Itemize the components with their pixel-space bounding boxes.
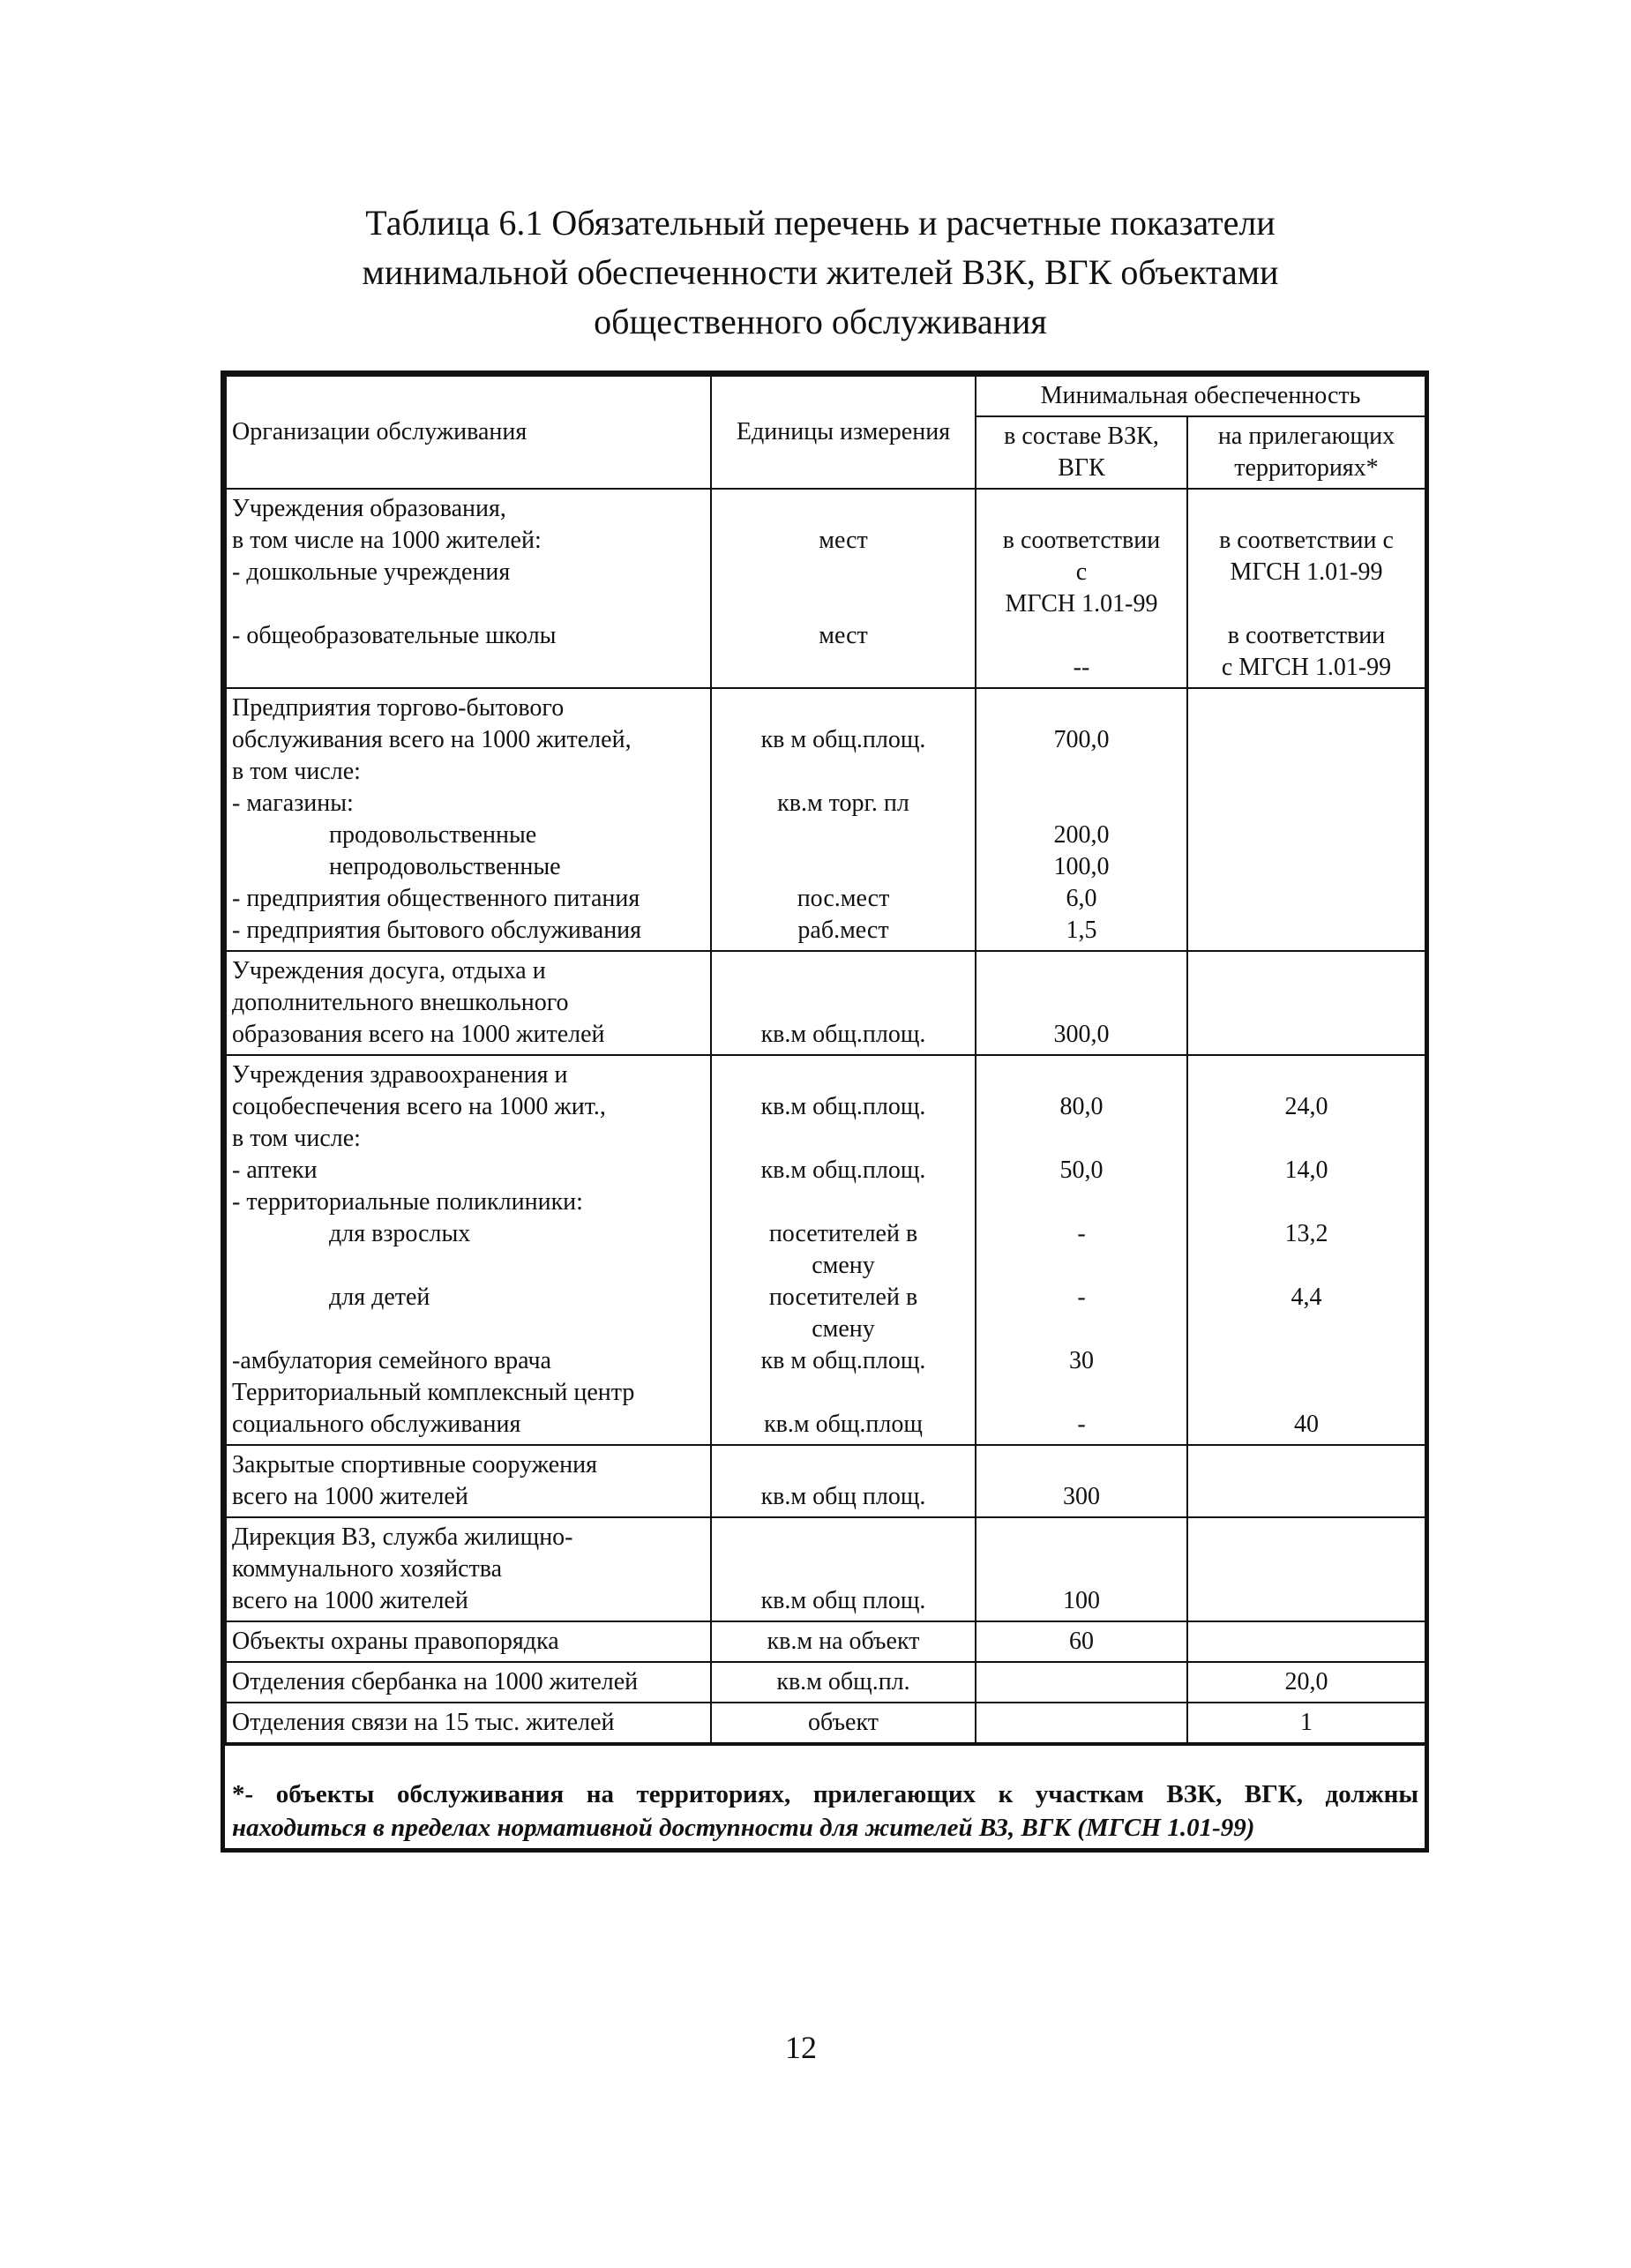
org-line: - магазины: (232, 790, 354, 817)
org-line: для детей (329, 1284, 430, 1311)
table-row (226, 489, 1425, 688)
cell-in-vzk-line (982, 1449, 1181, 1481)
cell-units-line: посетителей в (768, 1284, 918, 1311)
org-line: образования всего на 1000 жителей (232, 1021, 605, 1048)
cell-adjacent-line (1193, 788, 1419, 820)
table-row (226, 1445, 1425, 1517)
cell-units-line (717, 557, 969, 588)
cell-adjacent-line (1193, 1522, 1419, 1553)
org-line: непродовольственные (329, 853, 561, 880)
cell-units-line (717, 955, 969, 987)
cell-org (226, 1055, 711, 1445)
cell-adjacent-line (1193, 915, 1419, 947)
cell-adjacent-line (1193, 1059, 1419, 1091)
cell-in-vzk (976, 489, 1187, 688)
cell-units-line (717, 588, 969, 620)
header-org: Организации обслуживания (226, 376, 711, 489)
cell-units-line (717, 756, 969, 788)
header-min-provision: Минимальная обеспеченность (976, 376, 1425, 416)
cell-in-vzk-line: - (1077, 1220, 1086, 1247)
cell-in-vzk-line (982, 1522, 1181, 1553)
header-units: Единицы измерения (711, 376, 976, 489)
table-footnote (232, 1778, 1418, 1845)
cell-in-vzk (976, 1517, 1187, 1621)
org-line: соцобеспечения всего на 1000 жит., (232, 1093, 606, 1120)
cell-org (226, 688, 711, 951)
table-row (226, 1621, 1425, 1662)
cell-in-vzk-line: 6,0 (1066, 885, 1097, 912)
cell-units-line: пос.мест (797, 885, 890, 912)
org-line: - дошкольные учреждения (232, 558, 511, 586)
cell-in-vzk (976, 1621, 1187, 1662)
table-body (226, 489, 1425, 1744)
org-line (232, 588, 705, 620)
page-number: 12 (785, 2030, 817, 2065)
cell-units (711, 1445, 976, 1517)
org-line: Предприятия торгово-бытового (232, 694, 565, 722)
cell-units-line (717, 820, 969, 851)
cell-adjacent-line (1193, 692, 1419, 724)
table-row (226, 1662, 1425, 1703)
cell-units (711, 1703, 976, 1744)
cell-org (226, 1703, 711, 1744)
cell-adjacent-line (1193, 493, 1419, 525)
org-line: - предприятия общественного питания (232, 885, 640, 912)
cell-units (711, 1621, 976, 1662)
org-line: - общеобразовательные школы (232, 622, 557, 649)
cell-in-vzk-line (982, 1666, 1181, 1698)
table-caption (265, 198, 1376, 347)
org-line: Отделения связи на 15 тыс. жителей (232, 1709, 615, 1736)
org-line: в том числе на 1000 жителей: (232, 527, 542, 554)
cell-units-line: кв.м общ.площ. (760, 1156, 926, 1184)
cell-adjacent-line: 40 (1294, 1411, 1319, 1438)
cell-adjacent-line: в соответствии с (1219, 527, 1394, 554)
cell-units-line: смену (812, 1252, 875, 1279)
cell-units-line (717, 851, 969, 883)
cell-in-vzk-line: 300,0 (1053, 1021, 1110, 1048)
cell-in-vzk-line (982, 987, 1181, 1019)
cell-adjacent-line (1193, 955, 1419, 987)
cell-in-vzk-line: 1,5 (1066, 917, 1097, 944)
cell-units-line: кв.м на объект (767, 1628, 920, 1655)
org-line: - территориальные поликлиники: (232, 1188, 583, 1216)
cell-units-line (717, 1186, 969, 1218)
cell-org (226, 951, 711, 1055)
cell-adjacent-line (1193, 724, 1419, 756)
cell-adjacent (1187, 489, 1425, 688)
cell-in-vzk-line: 80,0 (1059, 1093, 1104, 1120)
cell-in-vzk-line: 300 (1063, 1483, 1100, 1510)
cell-units-line: кв.м общ площ. (760, 1483, 926, 1510)
cell-units-line: кв.м общ.площ. (760, 1021, 926, 1048)
cell-units-line (717, 1123, 969, 1155)
org-line: обслуживания всего на 1000 жителей, (232, 726, 632, 753)
cell-in-vzk-line (982, 1186, 1181, 1218)
table-row (226, 1517, 1425, 1621)
cell-adjacent-line (1193, 1626, 1419, 1658)
cell-units (711, 688, 976, 951)
header-adjacent: на прилегающих территориях* (1187, 416, 1425, 489)
org-line: Объекты охраны правопорядка (232, 1628, 559, 1655)
cell-units-line: кв м общ.площ. (760, 726, 926, 753)
cell-in-vzk-line (982, 955, 1181, 987)
cell-in-vzk-line: 700,0 (1053, 726, 1110, 753)
org-line (232, 1250, 705, 1282)
cell-org (226, 489, 711, 688)
org-line: в том числе: (232, 758, 361, 785)
cell-in-vzk (976, 1445, 1187, 1517)
cell-units-line: мест (819, 527, 868, 554)
cell-adjacent-line: 24,0 (1284, 1093, 1328, 1120)
cell-in-vzk-line: 100,0 (1053, 853, 1110, 880)
org-line: - предприятия бытового обслуживания (232, 917, 642, 944)
cell-units (711, 489, 976, 688)
cell-in-vzk-line (982, 1314, 1181, 1345)
cell-adjacent-line: 4,4 (1291, 1284, 1322, 1311)
cell-units-line (717, 1553, 969, 1585)
footnote-line-1: *- объекты обслуживания на территориях, прилегающих к участкам ВЗК, ВГК, должны (232, 1780, 1418, 1808)
cell-units (711, 1055, 976, 1445)
cell-in-vzk-line: 100 (1063, 1587, 1100, 1614)
org-line: всего на 1000 жителей (232, 1587, 468, 1614)
cell-adjacent (1187, 1517, 1425, 1621)
cell-units-line: кв.м торг. пл (777, 790, 909, 817)
cell-units-line: кв м общ.площ. (760, 1347, 926, 1374)
cell-in-vzk (976, 1662, 1187, 1703)
org-line: Учреждения досуга, отдыха и (232, 957, 546, 984)
cell-in-vzk-line (982, 493, 1181, 525)
cell-adjacent-line (1193, 756, 1419, 788)
cell-adjacent-line (1193, 1186, 1419, 1218)
cell-in-vzk-line: с (1075, 558, 1088, 586)
org-line (232, 1314, 705, 1345)
caption-line-3: общественного обслуживания (594, 302, 1047, 341)
cell-adjacent-line: 1 (1300, 1709, 1313, 1736)
org-line: - аптеки (232, 1156, 318, 1184)
table-row (226, 1055, 1425, 1445)
cell-adjacent (1187, 1445, 1425, 1517)
cell-in-vzk (976, 951, 1187, 1055)
cell-adjacent-line: в соответствии (1227, 622, 1386, 649)
cell-units-line: кв.м общ площ. (760, 1587, 926, 1614)
cell-units-line: объект (808, 1709, 879, 1736)
org-line: -амбулатория семейного врача (232, 1347, 551, 1374)
cell-adjacent (1187, 688, 1425, 951)
cell-adjacent (1187, 1055, 1425, 1445)
cell-units-line: кв.м общ.площ (764, 1411, 923, 1438)
org-line: продовольственные (329, 821, 537, 849)
cell-adjacent-line (1193, 1377, 1419, 1409)
org-line: для взрослых (329, 1220, 471, 1247)
cell-in-vzk-line (982, 1123, 1181, 1155)
cell-in-vzk-line: 50,0 (1059, 1156, 1104, 1184)
service-norms-table (225, 375, 1426, 1746)
org-line: Дирекция ВЗ, служба жилищно- (232, 1523, 573, 1551)
org-line: коммунального хозяйства (232, 1555, 503, 1583)
cell-in-vzk-line (982, 1250, 1181, 1282)
header-in-vzk: в составе ВЗК, ВГК (976, 416, 1187, 489)
cell-org (226, 1662, 711, 1703)
cell-in-vzk-line: в соответствии (1002, 527, 1161, 554)
cell-in-vzk-line (982, 1553, 1181, 1585)
cell-in-vzk-line: - (1077, 1284, 1086, 1311)
cell-adjacent-line (1193, 1250, 1419, 1282)
cell-in-vzk-line: МГСН 1.01-99 (1005, 590, 1158, 618)
cell-in-vzk-line: - (1077, 1411, 1086, 1438)
cell-adjacent (1187, 1703, 1425, 1744)
cell-adjacent-line: 14,0 (1284, 1156, 1328, 1184)
cell-units-line: раб.мест (797, 917, 889, 944)
cell-adjacent-line: МГСН 1.01-99 (1230, 558, 1383, 586)
cell-in-vzk (976, 1703, 1187, 1744)
caption-line-2: минимальной обеспеченности жителей ВЗК, ВГК объектами (362, 252, 1279, 292)
org-line: дополнительного внешкольного (232, 989, 569, 1016)
table-row (226, 1703, 1425, 1744)
cell-units-line (717, 1059, 969, 1091)
cell-in-vzk-line (982, 1059, 1181, 1091)
caption-line-1: Таблица 6.1 Обязательный перечень и расчетные показатели (365, 203, 1276, 243)
cell-in-vzk-line: 30 (1069, 1347, 1094, 1374)
cell-adjacent-line (1193, 1345, 1419, 1377)
table-frame (221, 371, 1429, 1853)
org-line: Учреждения здравоохранения и (232, 1061, 568, 1089)
cell-units-line: мест (819, 622, 868, 649)
cell-adjacent-line (1193, 1481, 1419, 1513)
cell-in-vzk (976, 1055, 1187, 1445)
cell-units-line: кв.м общ.пл. (776, 1668, 910, 1695)
cell-units-line (717, 493, 969, 525)
cell-adjacent (1187, 951, 1425, 1055)
cell-adjacent-line (1193, 987, 1419, 1019)
cell-units (711, 1662, 976, 1703)
cell-adjacent-line (1193, 883, 1419, 915)
cell-adjacent-line (1193, 820, 1419, 851)
cell-in-vzk-line: 200,0 (1053, 821, 1110, 849)
cell-in-vzk-line (982, 692, 1181, 724)
cell-adjacent-line (1193, 588, 1419, 620)
cell-adjacent-line: 13,2 (1284, 1220, 1328, 1247)
org-line: Территориальный комплексный центр (232, 1379, 635, 1406)
cell-in-vzk (976, 688, 1187, 951)
cell-adjacent-line (1193, 1123, 1419, 1155)
cell-units-line (717, 692, 969, 724)
cell-in-vzk-line (982, 788, 1181, 820)
cell-adjacent (1187, 1621, 1425, 1662)
org-line: социального обслуживания (232, 1411, 521, 1438)
cell-in-vzk-line (982, 756, 1181, 788)
cell-adjacent-line: 20,0 (1284, 1668, 1328, 1695)
cell-org (226, 1621, 711, 1662)
table-row (226, 951, 1425, 1055)
footnote-line-2: находиться в пределах нормативной доступности для жителей ВЗ, ВГК (МГСН 1.01-99) (232, 1814, 1255, 1842)
cell-adjacent-line (1193, 1019, 1419, 1051)
cell-in-vzk-line (982, 620, 1181, 652)
cell-in-vzk-line: -- (1073, 654, 1090, 681)
cell-adjacent-line (1193, 1314, 1419, 1345)
org-line: Учреждения образования, (232, 495, 506, 522)
cell-org (226, 1445, 711, 1517)
cell-units-line: смену (812, 1315, 875, 1343)
cell-adjacent-line: с МГСН 1.01-99 (1221, 654, 1392, 681)
cell-units-line: кв.м общ.площ. (760, 1093, 926, 1120)
cell-in-vzk-line: 60 (1069, 1628, 1094, 1655)
cell-adjacent-line (1193, 851, 1419, 883)
cell-adjacent-line (1193, 1449, 1419, 1481)
org-line: Отделения сбербанка на 1000 жителей (232, 1668, 639, 1695)
cell-units-line (717, 987, 969, 1019)
cell-units (711, 1517, 976, 1621)
table-row (226, 688, 1425, 951)
cell-units-line: посетителей в (768, 1220, 918, 1247)
cell-in-vzk-line (982, 1707, 1181, 1739)
org-line: Закрытые спортивные сооружения (232, 1451, 597, 1478)
cell-units (711, 951, 976, 1055)
cell-units-line (717, 1377, 969, 1409)
org-line: в том числе: (232, 1125, 361, 1152)
cell-adjacent-line (1193, 1585, 1419, 1617)
cell-adjacent (1187, 1662, 1425, 1703)
cell-units-line (717, 1522, 969, 1553)
cell-in-vzk-line (982, 1377, 1181, 1409)
cell-adjacent-line (1193, 1553, 1419, 1585)
org-line: всего на 1000 жителей (232, 1483, 468, 1510)
cell-org (226, 1517, 711, 1621)
cell-units-line (717, 1449, 969, 1481)
